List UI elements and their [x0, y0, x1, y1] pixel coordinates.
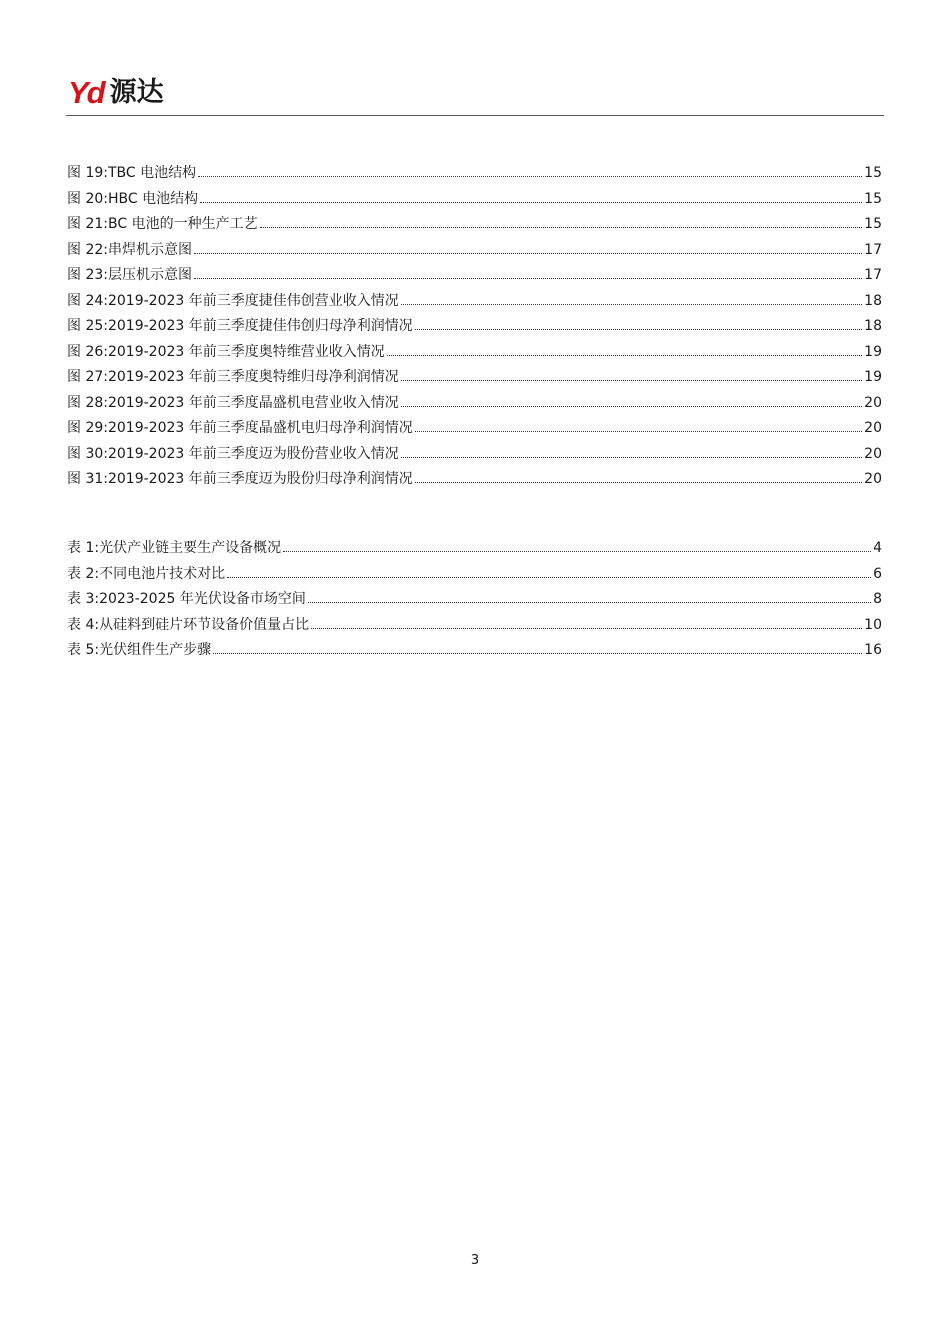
toc-page-number: 20	[864, 471, 882, 487]
toc-entry-figure-21[interactable]	[67, 212, 882, 238]
toc-leader	[200, 201, 862, 203]
toc-label: 图 30:	[67, 445, 108, 462]
logo-mark: Yd	[68, 74, 104, 110]
table-list	[67, 536, 882, 664]
toc-label: 图 31:	[67, 471, 108, 487]
figure-list	[67, 161, 882, 493]
toc-page-number: 15	[864, 190, 882, 207]
toc-leader	[283, 550, 871, 552]
toc-title: 2019-2023 年前三季度晶盛机电营业收入情况	[107, 394, 399, 411]
toc-title: 2019-2023 年前三季度迈为股份营业收入情况	[107, 445, 399, 462]
toc-title: 2019-2023 年前三季度捷佳伟创归母净利润情况	[107, 318, 413, 334]
toc-page-number: 17	[864, 267, 882, 283]
toc-leader	[260, 226, 863, 228]
toc-label: 图 19:	[67, 165, 108, 181]
toc-leader	[227, 576, 871, 578]
toc-title: 2019-2023 年前三季度迈为股份归母净利润情况	[107, 471, 413, 487]
toc-leader	[308, 601, 871, 603]
toc-page-number: 19	[864, 369, 882, 385]
toc-entry-figure-23[interactable]	[67, 263, 882, 289]
toc-title: 2023-2025 年光伏设备市场空间	[99, 591, 306, 607]
toc-entry-table-2[interactable]	[67, 562, 882, 588]
toc-entry-figure-24[interactable]	[67, 289, 882, 315]
toc-title: HBC 电池结构	[107, 190, 199, 207]
toc-leader	[401, 379, 862, 381]
toc-label: 图 24:	[67, 292, 108, 309]
toc-label: 图 27:	[67, 369, 108, 385]
toc-label: 图 28:	[67, 394, 108, 411]
toc-label: 图 20:	[67, 190, 108, 207]
toc-entry-figure-28[interactable]	[67, 391, 882, 417]
toc-label: 图 22:	[67, 241, 108, 258]
toc-page-number: 8	[873, 591, 882, 607]
toc-title: 光伏产业链主要生产设备概况	[99, 540, 282, 556]
toc-entry-figure-31[interactable]	[67, 467, 882, 493]
toc-label: 图 26:	[67, 343, 108, 360]
toc-entry-figure-25[interactable]	[67, 314, 882, 340]
toc-entry-table-1[interactable]	[67, 536, 882, 562]
toc-label: 表 5:	[67, 642, 100, 658]
toc-entry-figure-19[interactable]	[67, 161, 882, 187]
toc-page-number: 15	[864, 165, 882, 181]
toc-page-number: 17	[864, 241, 882, 258]
toc-leader	[311, 627, 862, 629]
toc-leader	[194, 277, 862, 279]
toc-title: 光伏组件生产步骤	[99, 642, 212, 658]
toc-entry-figure-22[interactable]	[67, 238, 882, 264]
toc-label: 表 3:	[67, 591, 100, 607]
toc-entry-figure-29[interactable]	[67, 416, 882, 442]
toc-label: 表 1:	[67, 540, 100, 556]
toc-page-number: 6	[873, 565, 882, 582]
toc-leader	[401, 405, 862, 407]
toc-page-number: 19	[864, 343, 882, 360]
toc-title: BC 电池的一种生产工艺	[107, 216, 258, 232]
toc-page-number: 20	[864, 445, 882, 462]
toc-page-number: 10	[864, 616, 882, 633]
page-number: 3	[470, 1253, 480, 1268]
toc-label: 图 21:	[67, 216, 108, 232]
toc-title: 2019-2023 年前三季度捷佳伟创营业收入情况	[107, 292, 399, 309]
toc-entry-figure-26[interactable]	[67, 340, 882, 366]
toc-leader	[198, 175, 862, 177]
toc-label: 表 4:	[67, 616, 100, 633]
toc-page-number: 20	[864, 420, 882, 436]
toc-label: 图 25:	[67, 318, 108, 334]
toc-title: 不同电池片技术对比	[99, 565, 226, 582]
toc-leader	[415, 430, 862, 432]
toc-entry-figure-20[interactable]	[67, 187, 882, 213]
toc-label: 图 29:	[67, 420, 108, 436]
toc-entry-figure-30[interactable]	[67, 442, 882, 468]
toc-title: 串焊机示意图	[107, 241, 192, 258]
toc-leader	[194, 252, 862, 254]
logo-text: 源达	[109, 76, 164, 108]
toc-page-number: 16	[864, 642, 882, 658]
toc-leader	[415, 328, 862, 330]
toc-label: 表 2:	[67, 565, 100, 582]
header-logo	[68, 72, 164, 112]
toc-page-number: 18	[864, 318, 882, 334]
toc-title: 层压机示意图	[107, 267, 192, 283]
toc-title: 从硅料到硅片环节设备价值量占比	[99, 616, 310, 633]
toc-entry-table-5[interactable]	[67, 638, 882, 664]
toc-page-number: 18	[864, 292, 882, 309]
toc-page-number: 20	[864, 394, 882, 411]
toc-leader	[401, 303, 862, 305]
toc-title: 2019-2023 年前三季度奥特维营业收入情况	[107, 343, 385, 360]
toc-leader	[415, 481, 862, 483]
toc-title: TBC 电池结构	[107, 165, 197, 181]
toc-entry-table-4[interactable]	[67, 613, 882, 639]
toc-title: 2019-2023 年前三季度晶盛机电归母净利润情况	[107, 420, 413, 436]
toc-page-number: 4	[873, 540, 882, 556]
header-divider	[66, 115, 884, 116]
toc-label: 图 23:	[67, 267, 108, 283]
toc-leader	[401, 456, 862, 458]
toc-title: 2019-2023 年前三季度奥特维归母净利润情况	[107, 369, 399, 385]
toc-entry-figure-27[interactable]	[67, 365, 882, 391]
toc-entry-table-3[interactable]	[67, 587, 882, 613]
toc-leader	[213, 652, 862, 654]
toc-page-number: 15	[864, 216, 882, 232]
toc-leader	[387, 354, 862, 356]
